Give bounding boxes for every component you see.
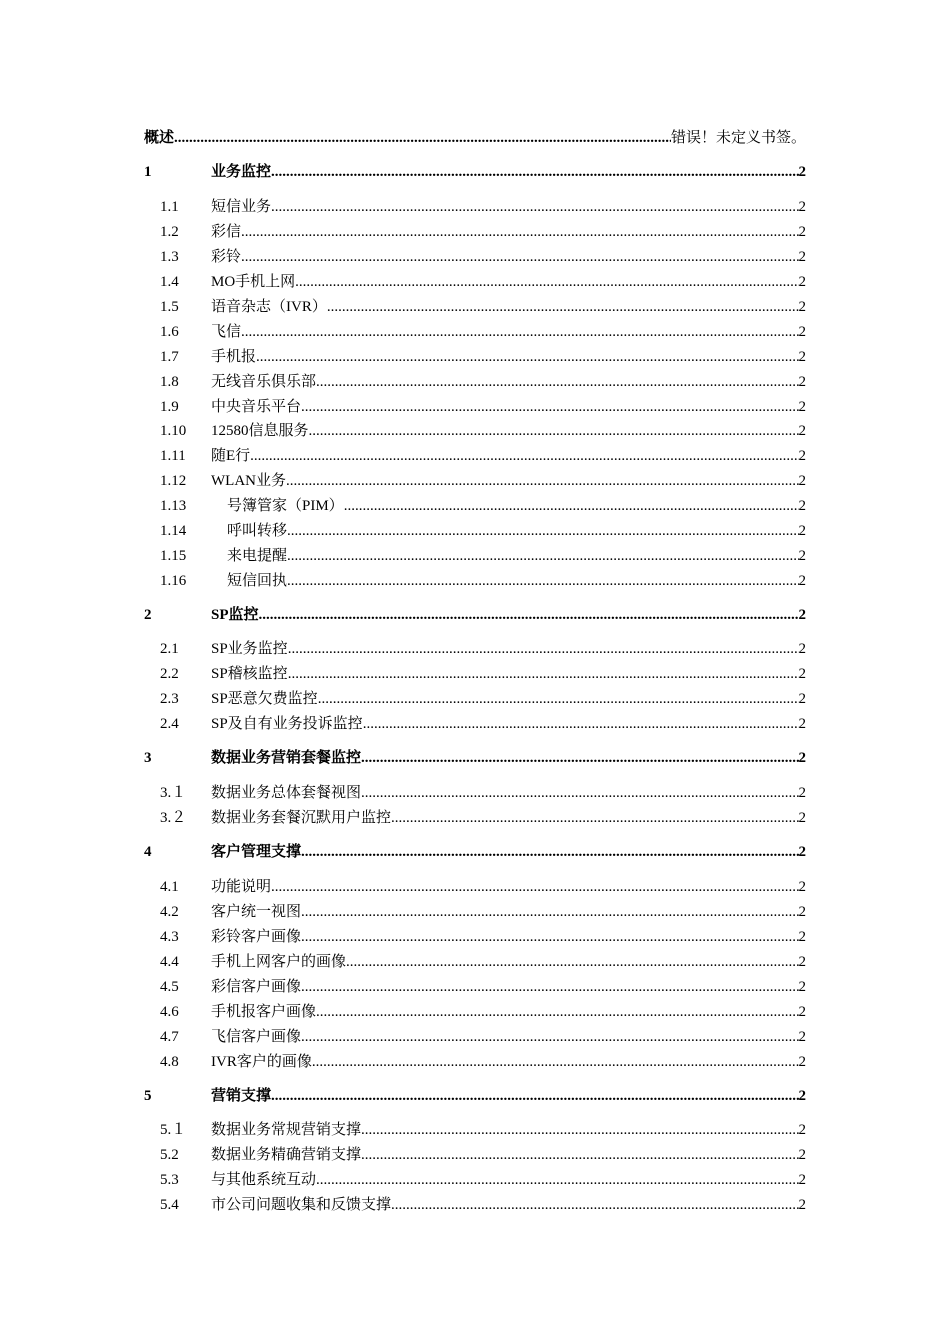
- toc-entry-number: 1.5: [160, 299, 179, 315]
- toc-entry-page: 错误！未定义书签。: [670, 130, 806, 146]
- toc-entry-number: 1.12: [160, 473, 187, 489]
- toc-dot-leader: [391, 807, 798, 829]
- toc-entry[interactable]: [144, 196, 806, 218]
- toc-entry-title: 数据业务总体套餐视图: [211, 785, 362, 801]
- toc-entry[interactable]: [144, 1144, 806, 1166]
- toc-entry-title: 呼叫转移: [227, 523, 288, 539]
- toc-entry-number: 4.3: [160, 929, 179, 945]
- toc-dot-leader: [256, 346, 798, 368]
- toc-entry[interactable]: [144, 688, 806, 710]
- toc-dot-leader: [288, 663, 799, 685]
- toc-entry-page: 2: [798, 523, 806, 539]
- toc-entry-page: 2: [798, 374, 806, 390]
- toc-entry-title: SP及自有业务投诉监控: [211, 716, 363, 732]
- toc-entry-title: SP业务监控: [211, 641, 288, 657]
- toc-entry-title: 12580信息服务: [211, 423, 309, 439]
- toc-entry-page: 2: [798, 1054, 806, 1070]
- toc-entry-number: 1.16: [160, 573, 187, 589]
- toc-entry[interactable]: [144, 161, 806, 183]
- toc-entry-title: 数据业务套餐沉默用户监控: [211, 810, 392, 826]
- toc-entry-number: 2.3: [160, 691, 179, 707]
- toc-entry[interactable]: [144, 638, 806, 660]
- toc-entry-title: 彩信: [211, 224, 242, 240]
- toc-entry-page: 2: [798, 607, 806, 623]
- toc-dot-leader: [301, 1026, 798, 1048]
- toc-entry[interactable]: [144, 271, 806, 293]
- toc-entry-number: 2.4: [160, 716, 179, 732]
- toc-entry-title: 手机报: [211, 349, 257, 365]
- toc-dot-leader: [287, 545, 798, 567]
- toc-entry-title: 客户统一视图: [211, 904, 302, 920]
- toc-entry-title: 彩铃: [211, 249, 242, 265]
- toc-dot-leader: [316, 371, 798, 393]
- toc-entry[interactable]: [144, 570, 806, 592]
- toc-entry-title: 飞信客户画像: [211, 1029, 302, 1045]
- toc-entry[interactable]: [144, 747, 806, 769]
- toc-entry-page: 2: [798, 548, 806, 564]
- toc-entry-number: 2.1: [160, 641, 179, 657]
- toc-entry[interactable]: [144, 926, 806, 948]
- toc-dot-leader: [271, 161, 798, 183]
- toc-dot-leader: [344, 495, 799, 517]
- toc-entry-number: 1.3: [160, 249, 179, 265]
- toc-dot-leader: [271, 876, 798, 898]
- toc-entry[interactable]: [144, 470, 806, 492]
- toc-dot-leader: [286, 470, 799, 492]
- toc-dot-leader: [174, 127, 671, 149]
- toc-entry-title: SP监控: [211, 607, 259, 623]
- toc-dot-leader: [361, 782, 798, 804]
- toc-entry-title: 业务监控: [211, 164, 272, 180]
- toc-dot-leader: [361, 747, 798, 769]
- toc-entry-page: 2: [798, 979, 806, 995]
- toc-entry[interactable]: [144, 246, 806, 268]
- toc-entry-page: 2: [798, 844, 806, 860]
- toc-entry-page: 2: [798, 448, 806, 464]
- toc-entry-title: WLAN业务: [211, 473, 286, 489]
- toc-entry[interactable]: [144, 396, 806, 418]
- toc-entry-title: SP恶意欠费监控: [211, 691, 318, 707]
- toc-entry-number: 4: [144, 844, 152, 860]
- toc-entry-title: 手机报客户画像: [211, 1004, 317, 1020]
- toc-entry-page: 2: [798, 904, 806, 920]
- toc-entry[interactable]: [144, 1001, 806, 1023]
- toc-entry[interactable]: [144, 841, 806, 863]
- toc-entry-number: 2: [144, 607, 152, 623]
- toc-entry-page: 2: [798, 785, 806, 801]
- toc-dot-leader: [295, 271, 798, 293]
- toc-entry-number: 4.1: [160, 879, 179, 895]
- toc-entry-title: 号簿管家（PIM）: [227, 498, 344, 514]
- toc-entry-number: 5.3: [160, 1172, 179, 1188]
- toc-entry-title: 无线音乐俱乐部: [211, 374, 317, 390]
- toc-entry-number: 1.4: [160, 274, 179, 290]
- toc-entry-page: 2: [798, 473, 806, 489]
- toc-entry-page: 2: [798, 1172, 806, 1188]
- toc-dot-leader: [346, 951, 798, 973]
- toc-dot-leader: [327, 296, 799, 318]
- toc-entry-page: 2: [798, 1029, 806, 1045]
- toc-entry-title: 数据业务精确营销支撑: [211, 1147, 362, 1163]
- toc-dot-leader: [361, 1144, 798, 1166]
- toc-dot-leader: [301, 841, 798, 863]
- toc-dot-leader: [301, 396, 798, 418]
- toc-entry[interactable]: [144, 346, 806, 368]
- toc-entry[interactable]: [144, 1051, 806, 1073]
- toc-entry-title: 彩信客户画像: [211, 979, 302, 995]
- toc-entry-number: 1.2: [160, 224, 179, 240]
- toc-entry-title: 与其他系统互动: [211, 1172, 317, 1188]
- toc-dot-leader: [241, 321, 798, 343]
- toc-entry-title: 手机上网客户的画像: [211, 954, 347, 970]
- toc-entry-number: 4.7: [160, 1029, 179, 1045]
- toc-dot-leader: [271, 196, 798, 218]
- toc-dot-leader: [241, 246, 798, 268]
- toc-entry-number: 1.15: [160, 548, 187, 564]
- toc-entry-title: 概述: [144, 130, 175, 146]
- toc-dot-leader: [259, 604, 799, 626]
- toc-entry-title: 客户管理支撑: [211, 844, 302, 860]
- toc-entry[interactable]: [144, 445, 806, 467]
- toc-entry-page: 2: [798, 1088, 806, 1104]
- toc-entry-page: 2: [798, 274, 806, 290]
- toc-dot-leader: [363, 713, 799, 735]
- toc-dot-leader: [318, 688, 799, 710]
- toc-entry-title: 飞信: [211, 324, 242, 340]
- toc-entry-number: 3: [144, 750, 152, 766]
- toc-entry[interactable]: [144, 976, 806, 998]
- toc-entry-page: 2: [798, 641, 806, 657]
- toc-entry-number: 1.10: [160, 423, 187, 439]
- toc-dot-leader: [391, 1194, 798, 1216]
- toc-entry-number: 5: [144, 1088, 152, 1104]
- toc-entry[interactable]: [144, 221, 806, 243]
- toc-dot-leader: [288, 638, 799, 660]
- toc-entry-number: 1.11: [160, 448, 186, 464]
- toc-entry-page: 2: [798, 1122, 806, 1138]
- toc-entry-page: 2: [798, 324, 806, 340]
- toc-entry[interactable]: [144, 1194, 806, 1216]
- toc-entry-page: 2: [798, 810, 806, 826]
- toc-entry-title: 功能说明: [211, 879, 272, 895]
- toc-entry-number: 1: [144, 164, 152, 180]
- toc-entry-title: MO手机上网: [211, 274, 296, 290]
- toc-dot-leader: [301, 901, 798, 923]
- toc-entry-number: 1.7: [160, 349, 179, 365]
- toc-entry-title: 短信回执: [227, 573, 288, 589]
- toc-entry[interactable]: [144, 901, 806, 923]
- toc-entry-number: 1.6: [160, 324, 179, 340]
- toc-dot-leader: [301, 926, 798, 948]
- toc-dot-leader: [287, 520, 798, 542]
- toc-entry-title: 语音杂志（IVR）: [211, 299, 327, 315]
- toc-entry-title: 随E行: [211, 448, 251, 464]
- toc-entry-number: 5.１: [160, 1122, 187, 1138]
- toc-dot-leader: [241, 221, 798, 243]
- toc-entry-title: 短信业务: [211, 199, 272, 215]
- toc-entry[interactable]: [144, 663, 806, 685]
- toc-entry[interactable]: [144, 876, 806, 898]
- toc-dot-leader: [316, 1001, 798, 1023]
- toc-entry-number: 1.8: [160, 374, 179, 390]
- toc-entry-number: 1.1: [160, 199, 179, 215]
- toc-entry-number: 1.14: [160, 523, 187, 539]
- toc-entry-page: 2: [798, 573, 806, 589]
- toc-entry[interactable]: [144, 520, 806, 542]
- toc-entry-number: 4.6: [160, 1004, 179, 1020]
- toc-dot-leader: [250, 445, 798, 467]
- toc-entry-page: 2: [798, 249, 806, 265]
- toc-entry-number: 4.8: [160, 1054, 179, 1070]
- toc-entry-page: 2: [798, 716, 806, 732]
- toc-entry-title: 来电提醒: [227, 548, 288, 564]
- toc-entry-page: 2: [798, 666, 806, 682]
- toc-entry[interactable]: [144, 420, 806, 442]
- toc-dot-leader: [301, 976, 798, 998]
- toc-entry-page: 2: [798, 199, 806, 215]
- toc-entry[interactable]: [144, 296, 806, 318]
- toc-entry-page: 2: [798, 750, 806, 766]
- toc-entry-page: 2: [798, 498, 806, 514]
- toc-entry[interactable]: [144, 807, 806, 829]
- toc-entry[interactable]: [144, 782, 806, 804]
- toc-entry[interactable]: [144, 127, 806, 149]
- toc-entry-title: 市公司问题收集和反馈支撑: [211, 1197, 392, 1213]
- toc-dot-leader: [312, 1051, 799, 1073]
- toc-entry[interactable]: [144, 1085, 806, 1107]
- toc-entry-page: 2: [798, 691, 806, 707]
- toc-entry-page: 2: [798, 399, 806, 415]
- toc-entry-page: 2: [798, 1004, 806, 1020]
- toc-entry-number: 3.２: [160, 810, 187, 826]
- toc-entry-page: 2: [798, 299, 806, 315]
- toc-entry[interactable]: [144, 1169, 806, 1191]
- toc-entry[interactable]: [144, 1026, 806, 1048]
- toc-entry[interactable]: [144, 495, 806, 517]
- toc-entry[interactable]: [144, 951, 806, 973]
- toc-entry[interactable]: [144, 321, 806, 343]
- toc-entry[interactable]: [144, 604, 806, 626]
- toc-dot-leader: [271, 1085, 798, 1107]
- toc-entry-title: 数据业务常规营销支撑: [211, 1122, 362, 1138]
- toc-dot-leader: [316, 1169, 798, 1191]
- toc-entry-title: 彩铃客户画像: [211, 929, 302, 945]
- toc-entry-page: 2: [798, 224, 806, 240]
- toc-entry-title: 数据业务营销套餐监控: [211, 750, 362, 766]
- toc-entry-page: 2: [798, 423, 806, 439]
- toc-entry-number: 4.4: [160, 954, 179, 970]
- toc-entry-title: SP稽核监控: [211, 666, 288, 682]
- toc-entry-number: 2.2: [160, 666, 179, 682]
- toc-entry-page: 2: [798, 929, 806, 945]
- toc-entry-page: 2: [798, 164, 806, 180]
- toc-entry-page: 2: [798, 1197, 806, 1213]
- toc-entry-number: 5.4: [160, 1197, 179, 1213]
- toc-entry-title: IVR客户的画像: [211, 1054, 312, 1070]
- toc-entry-number: 5.2: [160, 1147, 179, 1163]
- toc-entry-title: 营销支撑: [211, 1088, 272, 1104]
- toc-entry-number: 3.１: [160, 785, 187, 801]
- toc-entry-title: 中央音乐平台: [211, 399, 302, 415]
- toc-dot-leader: [287, 570, 798, 592]
- toc-dot-leader: [309, 420, 799, 442]
- toc-entry[interactable]: [144, 713, 806, 735]
- toc-dot-leader: [361, 1119, 798, 1141]
- toc-entry-number: 4.5: [160, 979, 179, 995]
- toc-entry-number: 1.9: [160, 399, 179, 415]
- toc-entry-page: 2: [798, 954, 806, 970]
- toc-entry-number: 1.13: [160, 498, 187, 514]
- toc-entry[interactable]: [144, 371, 806, 393]
- toc-entry[interactable]: [144, 545, 806, 567]
- toc-entry-page: 2: [798, 1147, 806, 1163]
- toc-entry-number: 4.2: [160, 904, 179, 920]
- toc-entry[interactable]: [144, 1119, 806, 1141]
- toc-entry-page: 2: [798, 879, 806, 895]
- toc-entry-page: 2: [798, 349, 806, 365]
